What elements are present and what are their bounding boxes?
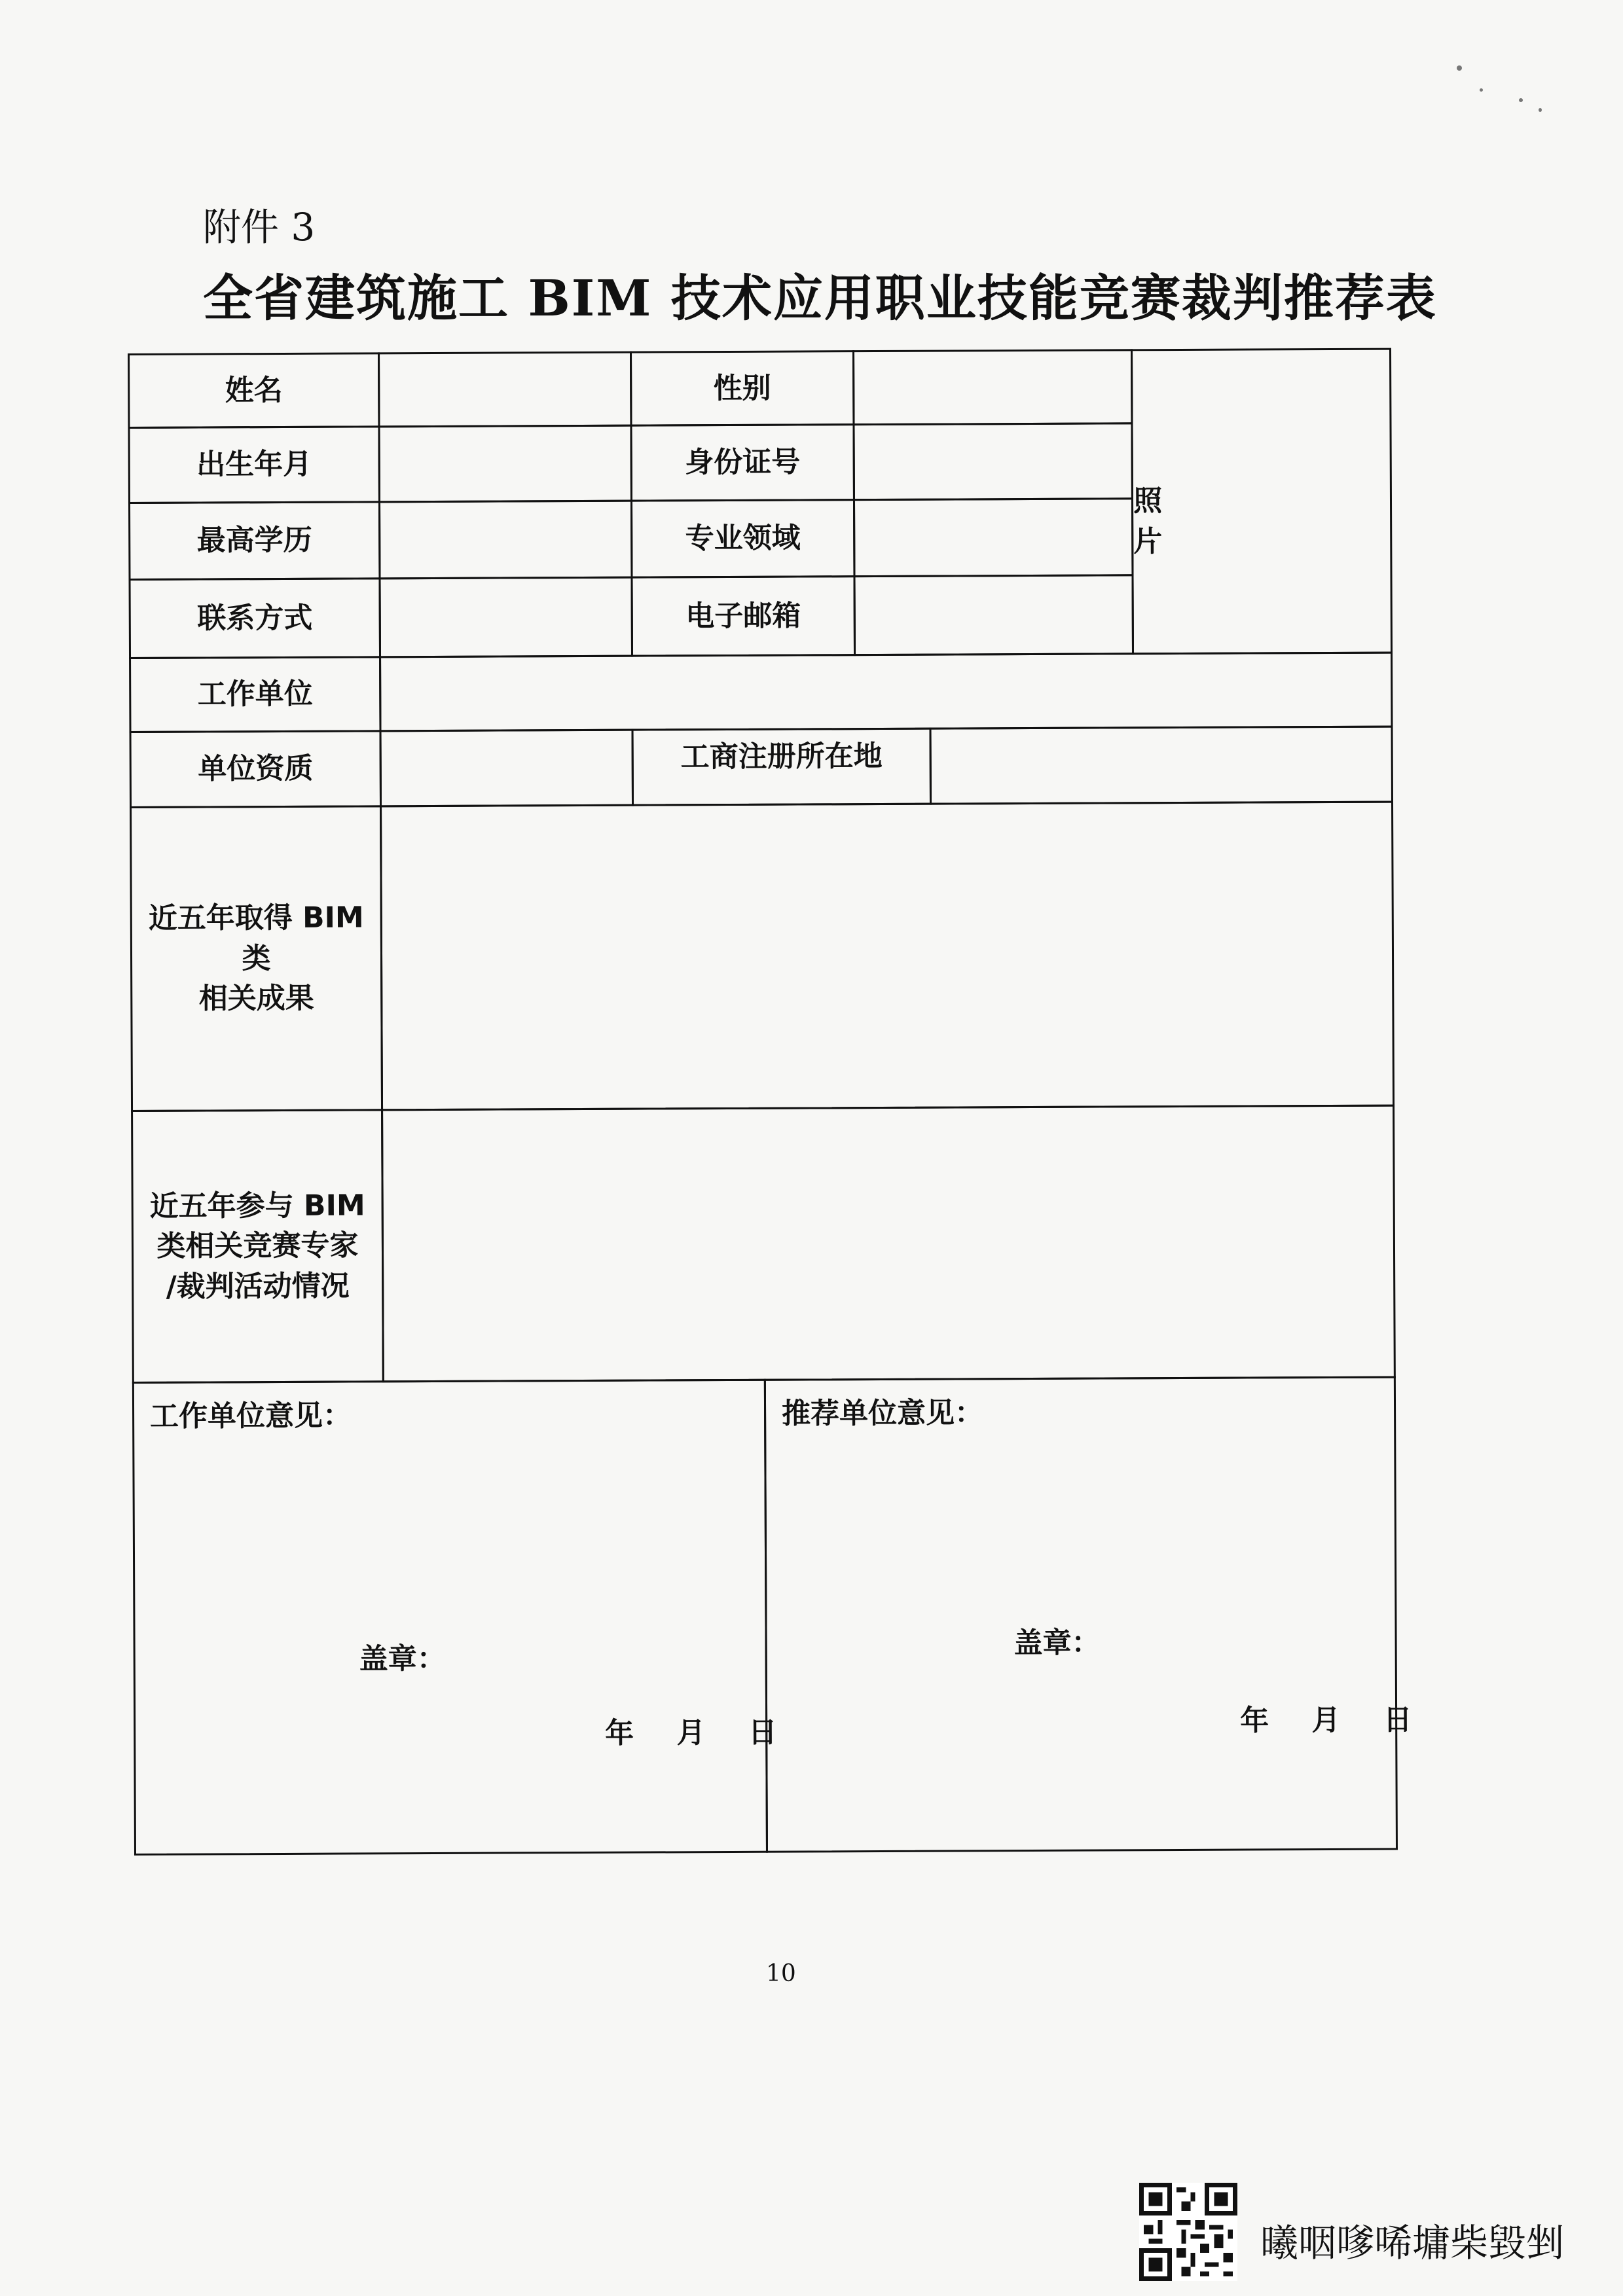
achievements-field[interactable] xyxy=(380,801,1395,1111)
qualification-label: 单位资质 xyxy=(130,730,382,808)
recommender-date-year: 年 xyxy=(1240,1704,1269,1738)
page-number: 10 xyxy=(766,1960,796,1987)
employer-stamp-label: 盖章： xyxy=(359,1641,446,1676)
employer-opinion-label: 工作单位意见： xyxy=(149,1399,352,1433)
judging-line-3: /裁判活动情况 xyxy=(166,1269,350,1304)
judging-line-1: 近五年参与 BIM xyxy=(149,1189,365,1223)
recommender-date-month: 月 xyxy=(1311,1703,1341,1738)
achievements-label xyxy=(130,805,383,1112)
email-label: 电子邮箱 xyxy=(630,575,856,656)
contact-field[interactable] xyxy=(378,577,633,658)
photo-box[interactable] xyxy=(1131,348,1393,655)
recommender-stamp-label: 盖章： xyxy=(1013,1626,1101,1660)
email-field[interactable] xyxy=(853,574,1134,656)
recommender-date xyxy=(1207,1696,1412,1738)
specialty-label: 专业领域 xyxy=(630,499,856,578)
employer-date-month: 月 xyxy=(676,1716,706,1750)
birth-field[interactable] xyxy=(378,425,632,503)
contact-label: 联系方式 xyxy=(129,577,382,659)
achievements-line-1: 近五年取得 BIM xyxy=(148,901,364,935)
judging-label xyxy=(131,1109,384,1384)
id-number-field[interactable] xyxy=(852,422,1133,501)
education-label: 最高学历 xyxy=(128,501,381,581)
employer-field[interactable] xyxy=(379,652,1393,732)
recommender-opinion-box[interactable] xyxy=(764,1376,1398,1853)
judging-line-2: 类相关竞赛专家 xyxy=(156,1229,359,1264)
specialty-field[interactable] xyxy=(853,497,1134,577)
name-label: 姓名 xyxy=(128,352,380,429)
registered-address-field[interactable] xyxy=(930,726,1394,805)
scan-speck xyxy=(1519,98,1523,102)
recommendation-form xyxy=(128,348,1412,1856)
employer-date xyxy=(572,1709,777,1751)
qualification-field[interactable] xyxy=(380,729,634,808)
gender-label: 性别 xyxy=(630,350,854,426)
employer-date-day: 日 xyxy=(748,1715,777,1749)
watermark-text: 曦咽嗲唏墉柴毀剉 xyxy=(1260,2221,1565,2265)
photo-label-1: 照 xyxy=(1133,484,1163,518)
name-field[interactable] xyxy=(378,351,632,428)
employer-label: 工作单位 xyxy=(129,656,382,733)
scan-speck xyxy=(1457,65,1462,71)
recommender-opinion-label: 推荐单位意见： xyxy=(781,1396,984,1431)
scan-speck xyxy=(1539,108,1542,112)
qr-code-icon xyxy=(1139,2183,1237,2281)
employer-opinion-box[interactable] xyxy=(132,1379,768,1856)
achievements-line-2: 类 xyxy=(242,941,271,975)
gender-field[interactable] xyxy=(852,349,1133,425)
achievements-line-3: 相关成果 xyxy=(198,982,314,1016)
registered-address-label: 工商注册所在地 xyxy=(632,728,932,806)
birth-label: 出生年月 xyxy=(128,425,380,504)
photo-label-2: 片 xyxy=(1133,524,1163,558)
attachment-label: 附件 3 xyxy=(203,205,316,249)
id-number-label: 身份证号 xyxy=(630,423,855,501)
recommender-date-day: 日 xyxy=(1383,1703,1412,1737)
form-title: 全省建筑施工 BIM 技术应用职业技能竞赛裁判推荐表 xyxy=(203,269,1437,327)
education-field[interactable] xyxy=(378,500,633,580)
scan-speck xyxy=(1480,88,1483,92)
judging-field[interactable] xyxy=(381,1105,1396,1383)
employer-date-year: 年 xyxy=(605,1716,634,1750)
